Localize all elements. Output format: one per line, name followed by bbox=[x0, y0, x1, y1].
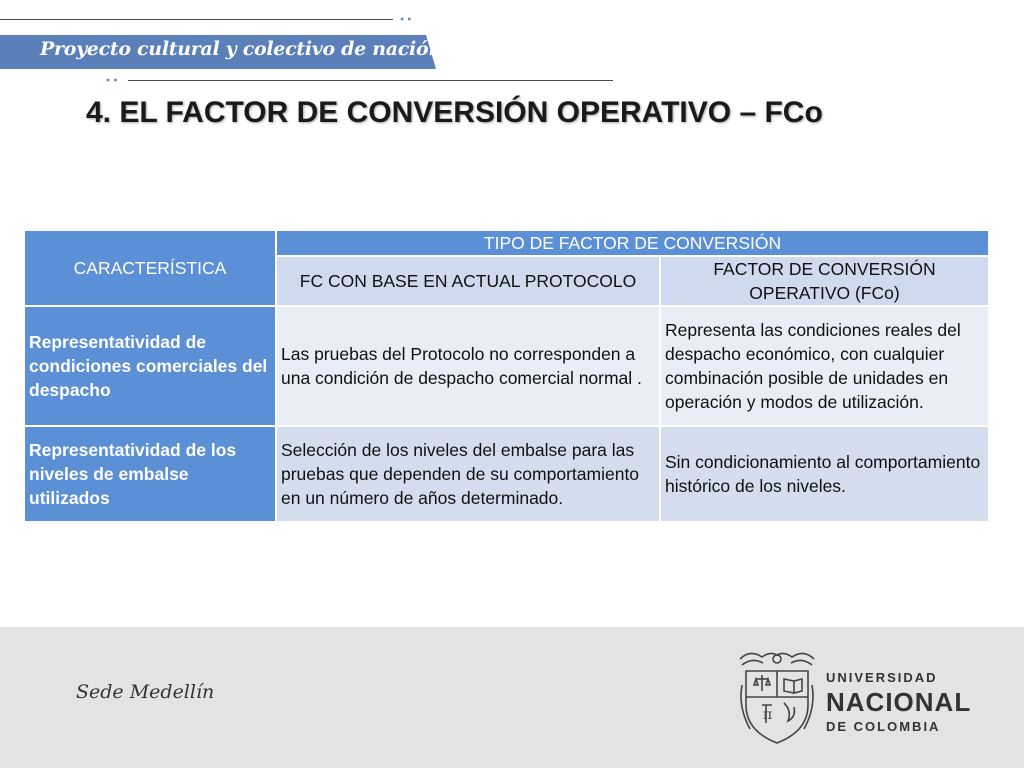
logo-line-nacional: NACIONAL bbox=[826, 687, 972, 717]
bottom-divider-line bbox=[128, 80, 613, 81]
university-seal-icon bbox=[736, 645, 818, 749]
banner-text: Proyecto cultural y colectivo de nación bbox=[40, 38, 442, 60]
svg-text:π: π bbox=[763, 707, 773, 723]
top-divider-line bbox=[0, 19, 393, 20]
comparison-table bbox=[23, 229, 990, 523]
table-row bbox=[24, 306, 989, 426]
top-dots-ornament: ●● bbox=[400, 16, 415, 23]
sede-label: Sede Medellín bbox=[76, 681, 215, 703]
header-characteristic: CARACTERÍSTICA bbox=[24, 230, 276, 306]
row-label: Representatividad de los niveles de embalse utilizados bbox=[24, 426, 276, 522]
logo-line-de-colombia: DE COLOMBIA bbox=[826, 719, 941, 734]
bottom-dots-ornament: ●● bbox=[106, 77, 121, 84]
header-fco: FACTOR DE CONVERSIÓN OPERATIVO (FCo) bbox=[660, 256, 989, 306]
logo-line-universidad: UNIVERSIDAD bbox=[826, 670, 938, 685]
cell-fc-protocol: Selección de los niveles del embalse para las pruebas que dependen de su comportamiento en un número de años determinado. bbox=[276, 426, 660, 522]
cell-fco: Sin condicionamiento al comportamiento histórico de los niveles. bbox=[660, 426, 989, 522]
header-factor-type: TIPO DE FACTOR DE CONVERSIÓN bbox=[276, 230, 989, 256]
row-label: Representatividad de condiciones comerciales del despacho bbox=[24, 306, 276, 426]
cell-fco: Representa las condiciones reales del despacho económico, con cualquier combinación posible de unidades en operación y modos de utilización. bbox=[660, 306, 989, 426]
cell-fc-protocol: Las pruebas del Protocolo no corresponden a una condición de despacho comercial normal . bbox=[276, 306, 660, 426]
table-row bbox=[24, 426, 989, 522]
header-fc-protocol: FC CON BASE EN ACTUAL PROTOCOLO bbox=[276, 256, 660, 306]
page-title: 4. EL FACTOR DE CONVERSIÓN OPERATIVO – FCo bbox=[86, 96, 823, 129]
university-wordmark bbox=[826, 670, 971, 734]
